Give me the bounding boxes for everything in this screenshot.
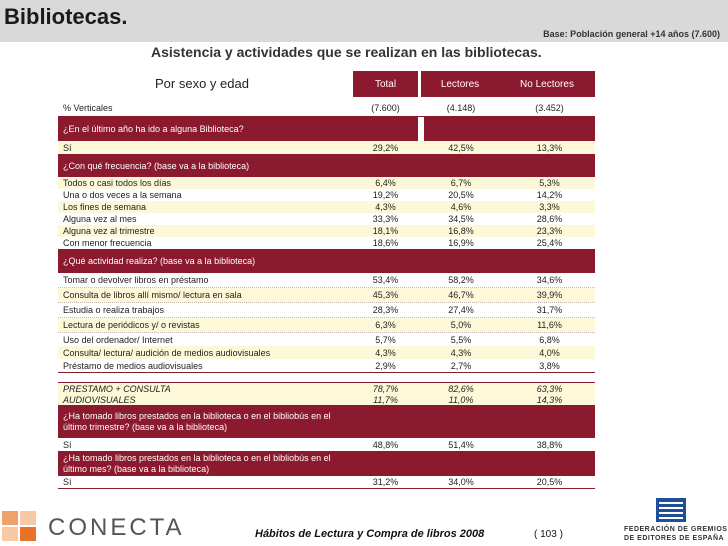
- cell-no-lectores: 11,6%: [537, 320, 562, 330]
- cell-total: 78,7%: [372, 383, 399, 394]
- table-row-summary: [58, 394, 595, 406]
- section-header-q5: [58, 452, 595, 476]
- row-label: Alguna vez al mes: [63, 214, 137, 224]
- cell-lectores: 82,6%: [448, 383, 474, 394]
- cell-total: (7.600): [371, 102, 400, 113]
- cell-lectores: 5,5%: [450, 334, 472, 345]
- row-label: Sí: [63, 142, 72, 153]
- column-header-lectores: Lectores: [421, 71, 499, 97]
- cell-total: 18,6%: [372, 238, 399, 248]
- row-label: Una o dos veces a la semana: [63, 190, 182, 200]
- cell-total: 31,2%: [372, 477, 399, 487]
- cell-lectores: 20,5%: [448, 190, 474, 200]
- row-label: Consulta de libros allí mismo/ lectura en sala: [63, 290, 242, 300]
- cell-no-lectores: 31,7%: [536, 305, 563, 315]
- table-row: [58, 189, 595, 201]
- cell-lectores: 27,4%: [448, 305, 474, 315]
- section-cell: [353, 117, 418, 141]
- column-header-total: Total: [353, 71, 418, 97]
- section-header-q1: [58, 117, 595, 141]
- cell-lectores: 4,6%: [450, 202, 472, 212]
- table-row: [58, 346, 595, 359]
- group-label: Por sexo y edad: [155, 76, 249, 91]
- page-subtitle: Asistencia y actividades que se realizan en las bibliotecas.: [151, 44, 542, 60]
- row-label: Lectura de periódicos y/ o revistas: [63, 320, 200, 330]
- table-row: [58, 359, 595, 373]
- cell-no-lectores: 5,3%: [539, 178, 560, 188]
- federation-line-1: FEDERACIÓN DE GREMIOS: [624, 526, 728, 533]
- page-title: Bibliotecas.: [4, 4, 128, 29]
- cell-no-lectores: 3,8%: [539, 360, 560, 371]
- cell-total: 2,9%: [375, 360, 396, 371]
- federation-logo-icon: [656, 498, 686, 522]
- cell-total: 4,3%: [375, 347, 396, 358]
- cell-lectores: 4,3%: [450, 347, 472, 358]
- cell-total: 6,3%: [375, 320, 396, 330]
- cell-lectores: 46,7%: [448, 290, 474, 300]
- table-row: [58, 225, 595, 237]
- cell-total: 6,4%: [375, 178, 396, 188]
- cell-no-lectores: 39,9%: [536, 290, 563, 300]
- cell-lectores: (4.148): [446, 102, 476, 113]
- section-header-q4: [58, 406, 595, 438]
- table-row: [58, 177, 595, 189]
- page-number: ( 103 ): [534, 529, 563, 540]
- row-label: Estudia o realiza trabajos: [63, 305, 165, 315]
- row-label: Los fines de semana: [63, 202, 147, 212]
- table-row: [58, 201, 595, 213]
- row-label: % Verticales: [63, 102, 113, 113]
- cell-total: 19,2%: [372, 190, 399, 200]
- row-label: Alguna vez al trimestre: [63, 226, 155, 236]
- cell-no-lectores: 14,2%: [536, 190, 563, 200]
- base-note: Base: Población general +14 años (7.600): [543, 29, 720, 39]
- table-row-summary: [58, 382, 595, 394]
- cell-total: 18,1%: [372, 226, 399, 236]
- cell-no-lectores: 14,3%: [536, 394, 563, 405]
- row-label: Consulta/ lectura/ audición de medios audiovisuales: [63, 347, 271, 358]
- table-row: [58, 303, 595, 318]
- row-label: Con menor frecuencia: [63, 238, 152, 248]
- section-label: ¿Ha tomado libros prestados en la biblioteca o en el bibliobús en el último mes? (base va a la biblioteca): [63, 453, 331, 474]
- section-label: ¿Con qué frecuencia? (base va a la biblioteca): [63, 160, 250, 171]
- cell-lectores: 16,8%: [448, 226, 474, 236]
- cell-no-lectores: 4,0%: [539, 347, 560, 358]
- row-label: Préstamo de medios audiovisuales: [63, 360, 203, 371]
- table-row: [58, 476, 595, 489]
- row-label: Tomar o devolver libros en préstamo: [63, 275, 209, 285]
- cell-total: 53,4%: [372, 275, 399, 285]
- section-header-q2: [58, 155, 595, 177]
- table-row: [58, 318, 595, 333]
- row-label: Todos o casi todos los días: [63, 178, 172, 188]
- cell-no-lectores: 25,4%: [536, 238, 563, 248]
- row-label: AUDIOVISUALES: [63, 394, 136, 405]
- footer-title: Hábitos de Lectura y Compra de libros 2008: [255, 528, 485, 540]
- section-label: ¿En el último año ha ido a alguna Biblioteca?: [63, 123, 244, 134]
- cell-lectores: 51,4%: [448, 439, 474, 450]
- cell-no-lectores: 13,3%: [536, 142, 563, 153]
- cell-lectores: 34,0%: [448, 477, 474, 487]
- cell-lectores: 6,7%: [450, 178, 472, 188]
- cell-lectores: 2,7%: [450, 360, 472, 371]
- data-table: [58, 99, 595, 489]
- federation-name: [624, 525, 727, 543]
- cell-no-lectores: 20,5%: [536, 477, 563, 487]
- cell-total: 29,2%: [372, 142, 399, 153]
- row-label: PRESTAMO + CONSULTA: [63, 383, 171, 394]
- cell-no-lectores: 23,3%: [536, 226, 563, 236]
- column-header-no-lectores: No Lectores: [499, 71, 595, 97]
- cell-no-lectores: 38,8%: [536, 439, 563, 450]
- cell-lectores: 34,5%: [448, 214, 474, 224]
- conecta-brand: CONECTA: [48, 514, 185, 541]
- table-row: [58, 213, 595, 225]
- cell-total: 28,3%: [372, 305, 399, 315]
- table-row: [58, 273, 595, 288]
- cell-lectores: 11,0%: [448, 394, 474, 405]
- table-row: [58, 333, 595, 346]
- cell-no-lectores: 3,3%: [539, 202, 560, 212]
- cell-no-lectores: (3.452): [535, 102, 564, 113]
- section-label: ¿Ha tomado libros prestados en la biblioteca o en el bibliobús en el último trimestre? (base va a la biblioteca): [63, 411, 331, 432]
- cell-no-lectores: 6,8%: [539, 334, 560, 345]
- cell-lectores: 58,2%: [448, 275, 474, 285]
- table-row-verticales: [58, 99, 595, 117]
- table-row: [58, 288, 595, 303]
- cell-lectores: 5,0%: [450, 320, 472, 330]
- cell-no-lectores: 28,6%: [536, 214, 563, 224]
- cell-total: 33,3%: [372, 214, 399, 224]
- section-label: ¿Qué actividad realiza? (base va a la biblioteca): [63, 256, 256, 266]
- table-row: [58, 237, 595, 250]
- cell-no-lectores: 63,3%: [536, 383, 563, 394]
- cell-lectores: 16,9%: [448, 238, 474, 248]
- row-label: Uso del ordenador/ Internet: [63, 334, 173, 345]
- cell-total: 4,3%: [375, 202, 396, 212]
- cell-lectores: 42,5%: [448, 142, 474, 153]
- table-row: [58, 141, 595, 155]
- row-label: Sí: [63, 439, 72, 450]
- cell-total: 11,7%: [373, 394, 398, 405]
- federation-line-2: DE EDITORES DE ESPAÑA: [624, 535, 725, 542]
- cell-no-lectores: 34,6%: [536, 275, 563, 285]
- spacer: [58, 373, 595, 382]
- cell-total: 5,7%: [375, 334, 396, 345]
- cell-total: 45,3%: [372, 290, 399, 300]
- row-label: Sí: [63, 477, 72, 487]
- section-header-q3: [58, 250, 595, 273]
- table-row: [58, 438, 595, 452]
- section-gap: [418, 117, 424, 141]
- cell-total: 48,8%: [372, 439, 399, 450]
